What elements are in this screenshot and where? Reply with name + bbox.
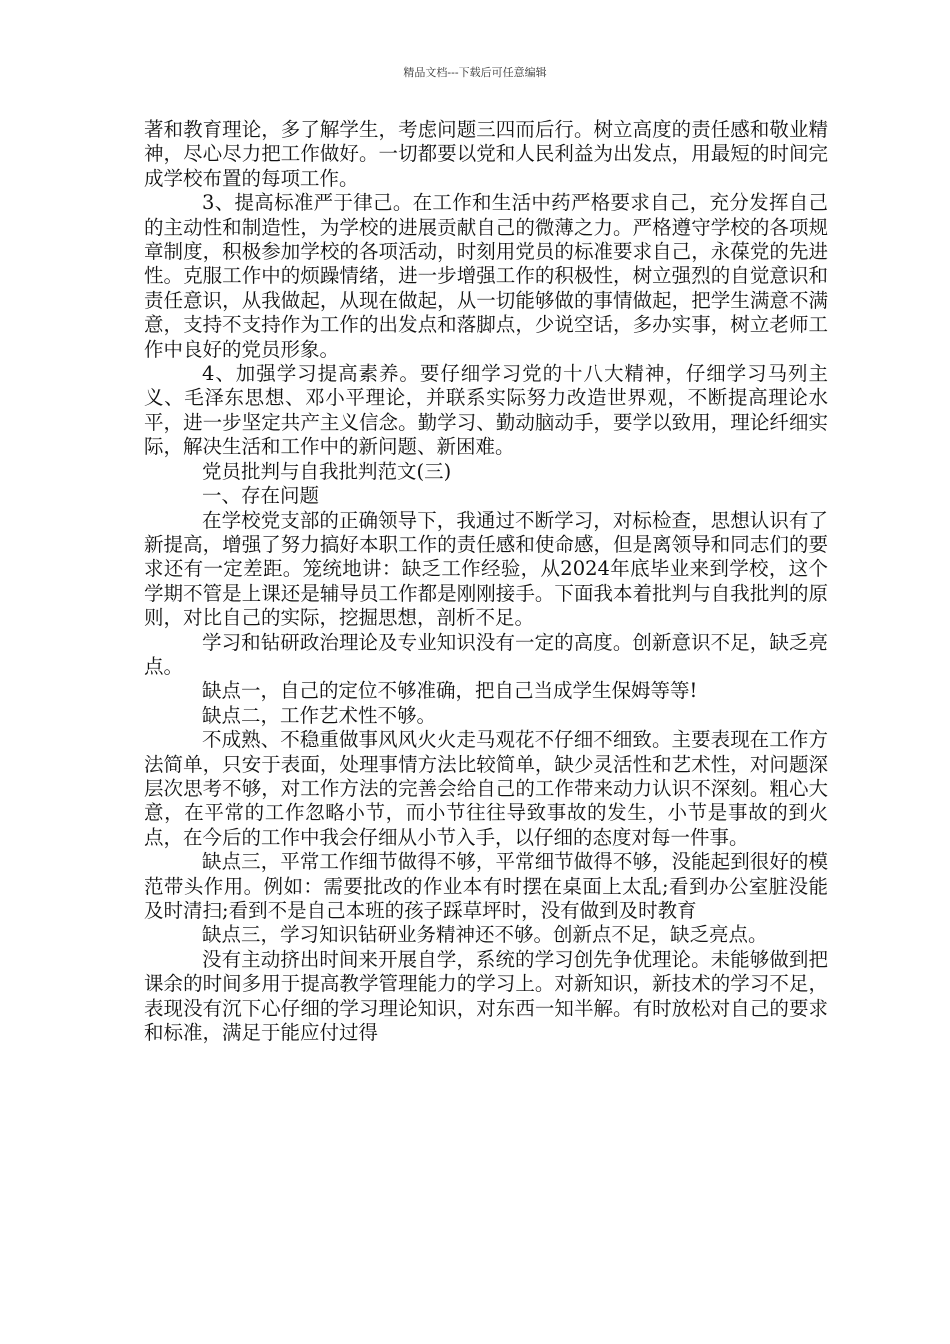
document-body	[144, 118, 828, 1045]
paragraph: 缺点二，工作艺术性不够。	[202, 703, 437, 727]
paragraph: 在学校党支部的正确领导下，我通过不断学习，对标检查，思想认识有了新提高，增强了努力搞好本职工作的责任感和使命感，但是离领导和同志们的要求还有一定差距。笼统地讲：缺乏工作经验，从2024年底毕业来到学校，这个学期不管是上课还是辅导员工作都是刚刚接手。下面我本着批判与自我批判的原则，对比自己的实际，挖掘思想，剖析不足。	[144, 508, 828, 630]
page-header: 精品文档---下载后可任意编辑	[403, 66, 547, 79]
paragraph: 4、加强学习提高素养。要仔细学习党的十八大精神，仔细学习马列主义、毛泽东思想、邓小平理论，并联系实际努力改造世界观，不断提高理论水平，进一步坚定共产主义信念。勤学习、勤动脑动手，要学以致用，理论纤细实际，解决生活和工作中的新问题、新困难。	[144, 362, 828, 459]
paragraph: 3、提高标准严于律己。在工作和生活中药严格要求自己，充分发挥自己的主动性和制造性，为学校的进展贡献自己的微薄之力。严格遵守学校的各项规章制度，积极参加学校的各项活动，时刻用党员的标准要求自己，永葆党的先进性。克服工作中的烦躁情绪，进一步增强工作的积极性，树立强烈的自觉意识和责任意识，从我做起，从现在做起，从一切能够做的事情做起，把学生满意不满意，支持不支持作为工作的出发点和落脚点，少说空话，多办实事，树立老师工作中良好的党员形象。	[144, 191, 828, 361]
paragraph: 学习和钻研政治理论及专业知识没有一定的高度。创新意识不足，缺乏亮点。	[144, 630, 828, 678]
paragraph: 著和教育理论，多了解学生，考虑问题三四而后行。树立高度的责任感和敬业精神，尽心尽力把工作做好。一切都要以党和人民利益为出发点，用最短的时间完成学校布置的每项工作。	[144, 118, 828, 190]
paragraph: 缺点三，学习知识钻研业务精神还不够。创新点不足，缺乏亮点。	[202, 923, 768, 947]
paragraph: 缺点一，自己的定位不够准确，把自己当成学生保姆等等!	[202, 679, 698, 703]
paragraph: 缺点三，平常工作细节做得不够，平常细节做得不够，没能起到很好的模范带头作用。例如：需要批改的作业本有时摆在桌面上太乱;看到办公室脏没能及时清扫;看到不是自己本班的孩子踩草坪时，没有做到及时教育	[144, 850, 828, 922]
section-heading: 一、存在问题	[202, 484, 320, 508]
section-title: 党员批判与自我批判范文(三)	[202, 459, 452, 483]
paragraph: 没有主动挤出时间来开展自学，系统的学习创先争优理论。未能够做到把课余的时间多用于提高教学管理能力的学习上。对新知识，新技术的学习不足，表现没有沉下心仔细的学习理论知识，对东西一知半解。有时放松对自己的要求和标准，满足于能应付过得	[144, 947, 828, 1045]
paragraph: 不成熟、不稳重做事风风火火走马观花不仔细不细致。主要表现在工作方法简单，只安于表面，处理事情方法比较简单，缺少灵活性和艺术性，对问题深层次思考不够，对工作方法的完善会给自己的工作带来动力认识不深刻。粗心大意，在平常的工作忽略小节，而小节往往导致事故的发生，小节是事故的到火点，在今后的工作中我会仔细从小节入手，以仔细的态度对每一件事。	[144, 728, 828, 849]
